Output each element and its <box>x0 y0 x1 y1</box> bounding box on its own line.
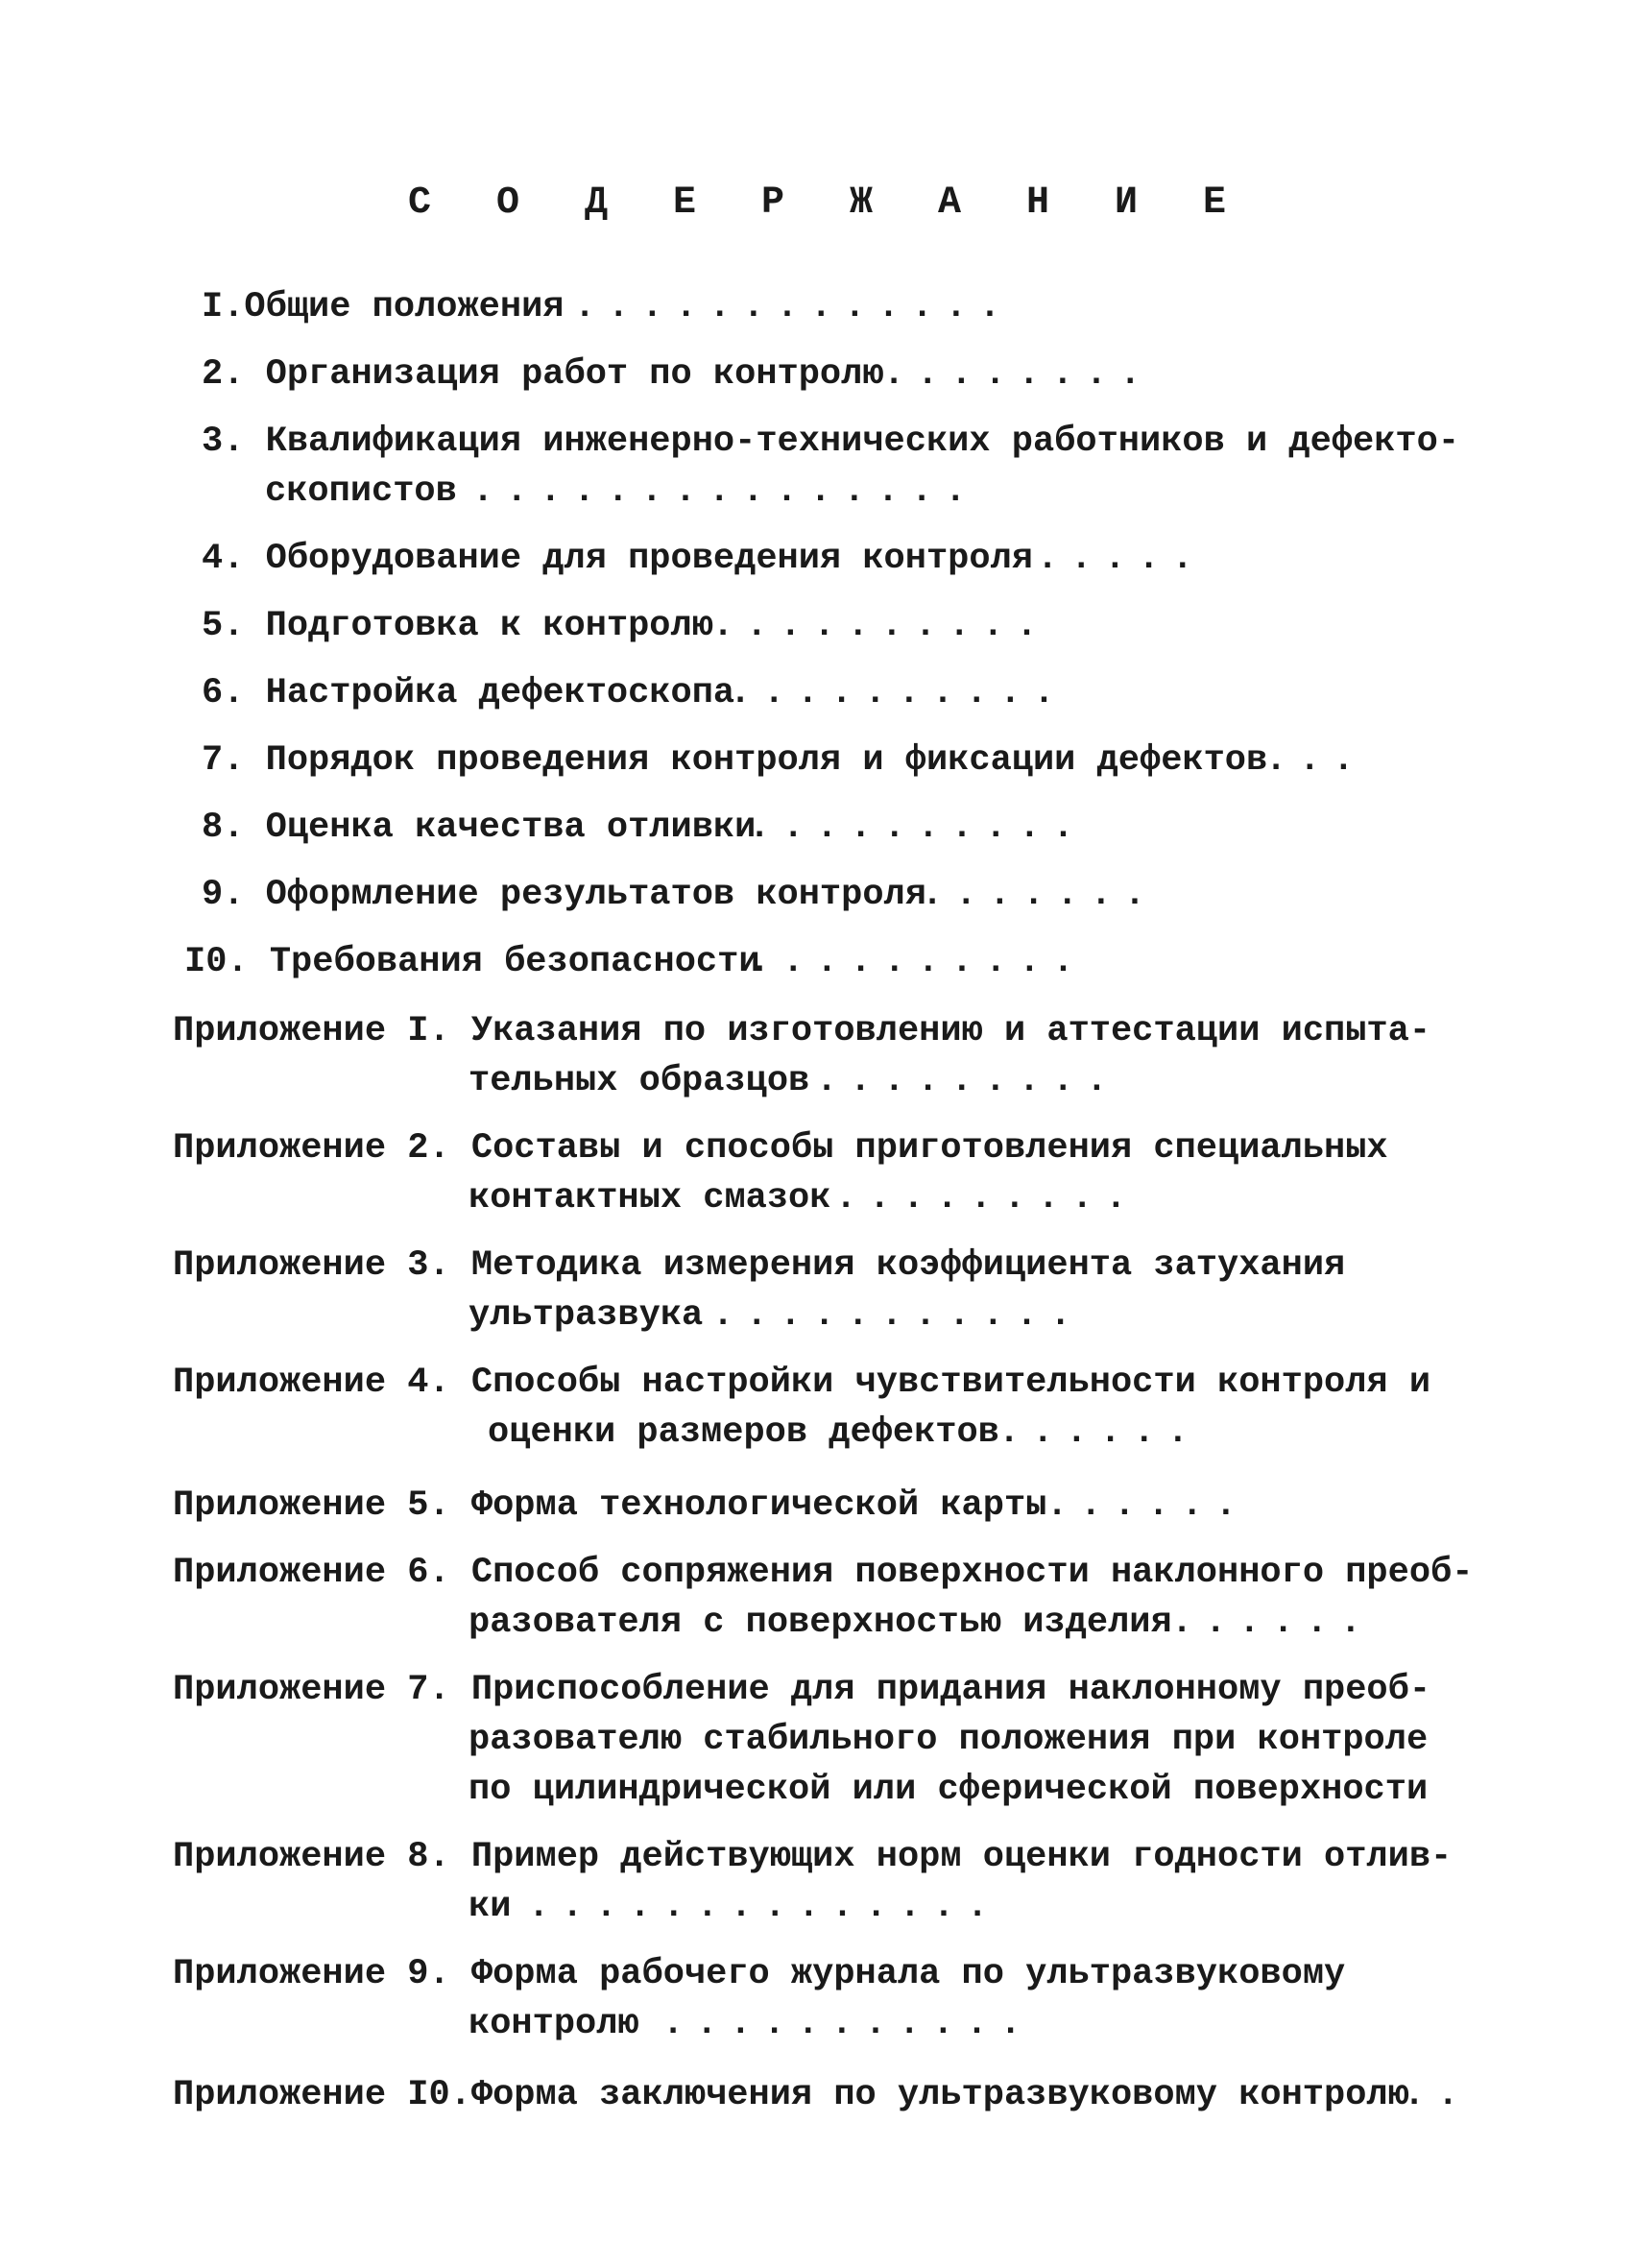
entry-number: I. <box>202 287 245 327</box>
appendix-9 <box>173 1953 1345 1995</box>
appendix-label: Приложение 8. <box>173 1837 450 1877</box>
entry-title: Общие положения <box>244 287 565 327</box>
leader-dots: ...... <box>1046 1485 1249 1526</box>
entry-number: 9. <box>202 875 245 915</box>
entry-number: 2. <box>202 354 245 395</box>
entry-number: 4. <box>202 539 245 579</box>
appendix-title-cont: по цилиндрической или сферической поверхности <box>469 1770 1429 1810</box>
appendix-7 <box>173 1669 1430 1711</box>
leader-dots: ............... <box>472 471 979 512</box>
toc-entry-6 <box>202 672 734 714</box>
appendix-label: Приложение 7. <box>173 1670 450 1710</box>
appendix-title: Указания по изготовлению и аттестации испыта- <box>470 1011 1431 1051</box>
appendix-4 <box>173 1362 1430 1404</box>
appendix-label: Приложение I0. <box>173 2075 471 2115</box>
entry-number: 3. <box>202 422 245 462</box>
entry-number: 6. <box>202 673 245 713</box>
entry-number: 5. <box>202 606 245 646</box>
appendix-9-cont <box>469 2003 639 2045</box>
entry-number: I0. <box>184 942 249 982</box>
appendix-label: Приложение 2. <box>173 1128 450 1169</box>
appendix-10 <box>173 2074 1409 2116</box>
appendix-label: Приложение 5. <box>173 1485 450 1526</box>
page-title: С О Д Е Р Ж А Н И Е <box>407 181 1248 225</box>
leader-dots: .......... <box>749 808 1087 848</box>
appendix-title: Методика измерения коэффициента затухания <box>470 1245 1346 1286</box>
entry-title: Порядок проведения контроля и фиксации дефектов <box>265 740 1268 781</box>
appendix-title-cont: ультразвука <box>469 1295 704 1336</box>
leader-dots: ........... <box>662 2004 1034 2044</box>
entry-title: Квалификация инженерно-технических работников и дефекто- <box>265 422 1460 462</box>
toc-entry-5 <box>202 605 713 647</box>
entry-number: 7. <box>202 740 245 781</box>
appendix-title: Форма рабочего журнала по ультразвуковому <box>470 1954 1346 1994</box>
toc-entry-2 <box>202 353 884 396</box>
toc-entry-10 <box>184 941 760 983</box>
appendix-1-cont <box>469 1060 809 1102</box>
appendix-8 <box>173 1836 1452 1878</box>
appendix-3 <box>173 1244 1345 1287</box>
leader-dots: .............. <box>528 1887 1001 1927</box>
appendix-title-cont: разователя с поверхностью изделия <box>469 1603 1172 1643</box>
toc-entry-3-cont <box>265 470 457 513</box>
toc-entry-9 <box>202 874 926 916</box>
appendix-title: Пример действующих норм оценки годности отлив- <box>470 1837 1453 1877</box>
leader-dots: ........... <box>712 1295 1084 1336</box>
entry-title: Оформление результатов контроля <box>265 875 926 915</box>
entry-title: Настройка дефектоскопа <box>265 673 735 713</box>
leader-dots: ......... <box>835 1178 1140 1218</box>
appendix-2-cont <box>469 1177 830 1219</box>
appendix-8-cont <box>469 1886 511 1928</box>
appendix-label: Приложение 6. <box>173 1553 450 1593</box>
appendix-7-cont2 <box>469 1769 1428 1811</box>
appendix-5 <box>173 1484 1046 1527</box>
entry-title: Оценка качества отливки <box>265 808 757 848</box>
leader-dots: .......... <box>749 942 1087 982</box>
appendix-4-cont <box>488 1411 999 1454</box>
toc-entry-4 <box>202 538 1033 580</box>
leader-dots: .. <box>1404 2075 1472 2115</box>
appendix-title: Форма заключения по ультразвуковому контролю <box>470 2075 1409 2115</box>
leader-dots: .......... <box>730 673 1068 713</box>
leader-dots: ..... <box>1037 539 1206 579</box>
appendix-title: Способы настройки чувствительности контроля и <box>470 1363 1431 1403</box>
entry-title: Требования безопасности <box>269 942 760 982</box>
entry-number: 8. <box>202 808 245 848</box>
toc-entry-8 <box>202 807 756 849</box>
appendix-title: Форма технологической карты <box>470 1485 1047 1526</box>
appendix-3-cont <box>469 1294 703 1337</box>
entry-title: Организация работ по контролю <box>265 354 884 395</box>
appendix-title-cont: контактных смазок <box>469 1178 831 1218</box>
appendix-title: Способ сопряжения поверхности наклонного преоб- <box>470 1553 1474 1593</box>
appendix-7-cont <box>469 1719 1428 1761</box>
leader-dots: ......... <box>816 1061 1120 1101</box>
leader-dots: ...... <box>1171 1603 1374 1643</box>
appendix-title-cont: оценки размеров дефектов <box>488 1412 999 1453</box>
appendix-label: Приложение 4. <box>173 1363 450 1403</box>
appendix-label: Приложение I. <box>173 1011 450 1051</box>
appendix-label: Приложение 9. <box>173 1954 450 1994</box>
leader-dots: ... <box>1265 740 1367 781</box>
leader-dots: ............. <box>574 287 1013 327</box>
entry-title: Подготовка к контролю <box>265 606 713 646</box>
leader-dots: ....... <box>922 875 1159 915</box>
appendix-6-cont <box>469 1602 1172 1644</box>
appendix-title: Составы и способы приготовления специальных <box>470 1128 1388 1169</box>
toc-entry-1 <box>202 286 564 328</box>
appendix-1 <box>173 1010 1430 1052</box>
leader-dots: .......... <box>712 606 1050 646</box>
appendix-6 <box>173 1552 1473 1594</box>
appendix-title-cont: контролю <box>469 2004 639 2044</box>
toc-entry-7 <box>202 739 1267 782</box>
appendix-title-cont: тельных образцов <box>469 1061 810 1101</box>
appendix-2 <box>173 1127 1388 1170</box>
appendix-title-cont: разователю стабильного положения при контроле <box>469 1720 1429 1760</box>
toc-entry-3 <box>202 421 1459 463</box>
leader-dots: ........ <box>883 354 1154 395</box>
appendix-label: Приложение 3. <box>173 1245 450 1286</box>
entry-title: Оборудование для проведения контроля <box>265 539 1033 579</box>
entry-title-cont: скопистов <box>265 471 457 512</box>
appendix-title-cont: ки <box>469 1887 512 1927</box>
appendix-title: Приспособление для придания наклонному преоб- <box>470 1670 1431 1710</box>
leader-dots: ...... <box>998 1412 1201 1453</box>
